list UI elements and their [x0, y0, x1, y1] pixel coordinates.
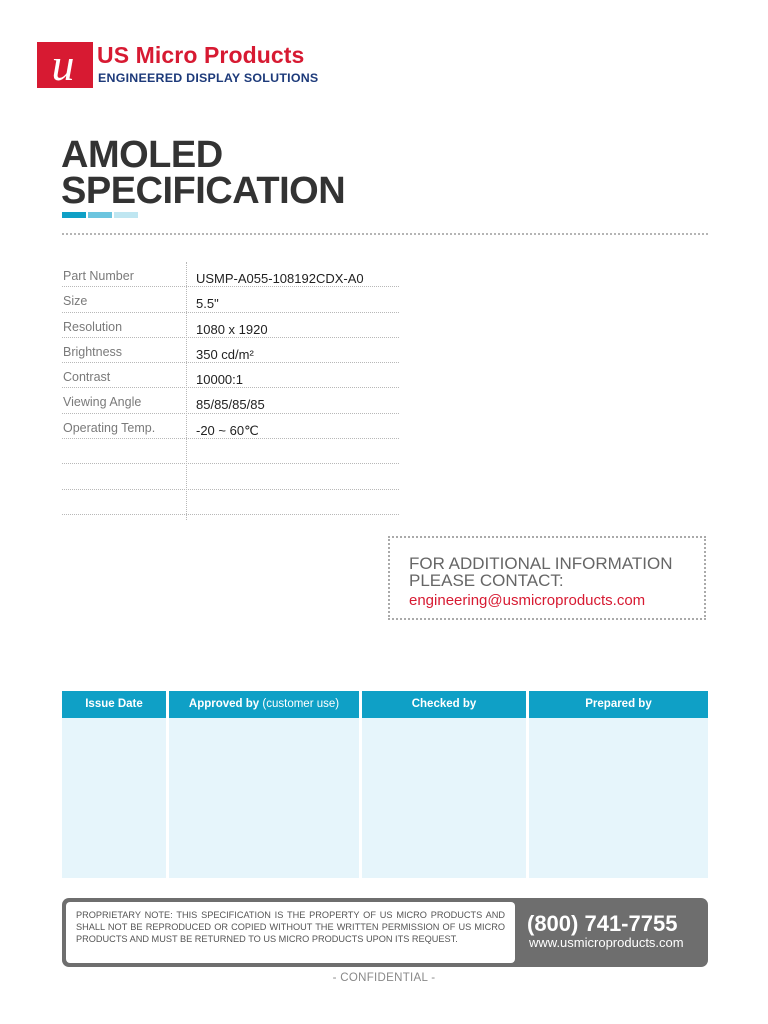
approved-by-column [169, 691, 359, 878]
spec-value: 5.5" [196, 296, 219, 312]
approved-by-cell[interactable] [169, 718, 359, 878]
checked-by-column [362, 691, 526, 878]
spec-label: Operating Temp. [63, 420, 156, 435]
spec-value: 1080 x 1920 [196, 321, 268, 337]
spec-value: 10000:1 [196, 372, 243, 388]
spec-label: Size [63, 294, 88, 309]
footer-bar [62, 898, 708, 967]
accent-bar [114, 212, 138, 218]
prepared-by-column [529, 691, 708, 878]
spec-label: Viewing Angle [63, 395, 142, 410]
approved-by-note: (customer use) [262, 698, 340, 710]
page-title [61, 134, 346, 212]
title-line-1: AMOLED [61, 134, 223, 176]
contact-box [388, 536, 706, 620]
spec-row [62, 363, 399, 388]
prepared-by-cell[interactable] [529, 718, 708, 878]
accent-bar [62, 212, 86, 218]
checked-by-cell[interactable] [362, 718, 526, 878]
spec-row [62, 313, 399, 338]
spec-value: 350 cd/m² [196, 346, 254, 362]
approved-by-label: Approved by [188, 698, 260, 710]
spec-row-empty [62, 439, 399, 464]
spec-label: Brightness [63, 344, 123, 359]
spec-row [62, 388, 399, 413]
spec-value: USMP-A055-108192CDX-A0 [196, 271, 364, 286]
spec-row [62, 338, 399, 363]
issue-date-column [62, 691, 166, 878]
spec-label: Resolution [63, 319, 123, 334]
spec-table [62, 262, 399, 515]
confidential-label: - CONFIDENTIAL - [332, 972, 436, 984]
dotted-divider [62, 233, 708, 235]
spec-row [62, 414, 399, 439]
approved-by-header [169, 691, 359, 718]
company-logo [37, 40, 357, 88]
prepared-by-header: Prepared by [529, 691, 708, 718]
spec-column-divider [186, 262, 187, 520]
company-name: US Micro Products [97, 42, 305, 68]
spec-label: Part Number [63, 269, 134, 283]
spec-value: -20 ~ 60℃ [196, 422, 259, 438]
spec-row [62, 287, 399, 312]
footer-phone[interactable]: (800) 741-7755 [527, 911, 678, 936]
usmp-logo-mark [37, 42, 93, 88]
spec-value: 85/85/85/85 [196, 397, 265, 413]
title-line-2: SPECIFICATION [61, 170, 346, 212]
company-tagline: ENGINEERED DISPLAY SOLUTIONS [98, 71, 319, 85]
footer-website-link[interactable]: www.usmicroproducts.com [529, 935, 684, 950]
title-accent-bars [62, 212, 140, 230]
issue-date-header: Issue Date [62, 691, 166, 718]
spec-row-empty [62, 490, 399, 515]
issue-date-cell[interactable] [62, 718, 166, 878]
contact-heading-2: PLEASE CONTACT: [409, 571, 564, 590]
proprietary-note: PROPRIETARY NOTE: THIS SPECIFICATION IS THE PROPERTY OF US MICRO PRODUCTS AND SHALL NOT BE REPRODUCED OR COPIED WITHOUT THE WRITTEN PERMISSION OF US MICRO PRODUCTS AND MUST BE RETURNED TO US MICRO PRODUCTS UPON ITS REQUEST. [66, 902, 515, 963]
contact-email-link[interactable]: engineering@usmicroproducts.com [409, 592, 646, 609]
spec-row [62, 262, 399, 287]
contact-heading-1: FOR ADDITIONAL INFORMATION [409, 554, 673, 573]
spec-row-empty [62, 464, 399, 489]
checked-by-header: Checked by [362, 691, 526, 718]
logo-letter: u [51, 42, 75, 88]
accent-bar [88, 212, 112, 218]
approval-table [62, 691, 708, 878]
spec-label: Contrast [63, 370, 111, 385]
